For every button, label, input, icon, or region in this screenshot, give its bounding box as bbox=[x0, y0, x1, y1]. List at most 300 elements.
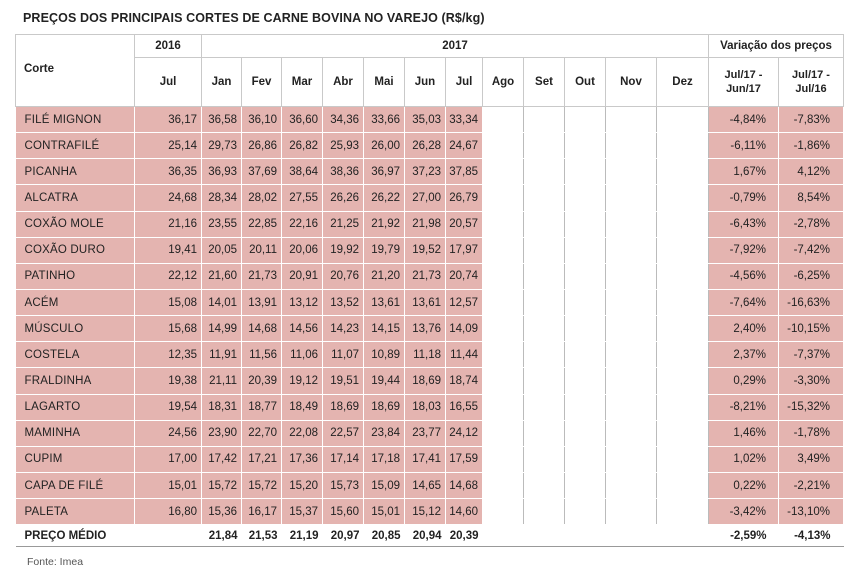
value-cell bbox=[657, 159, 709, 185]
value-cell bbox=[606, 316, 657, 342]
value-cell bbox=[524, 342, 565, 368]
value-cell bbox=[565, 342, 606, 368]
variation-cell-year: -16,63% bbox=[779, 289, 844, 315]
value-cell: 28,02 bbox=[242, 185, 282, 211]
value-cell bbox=[483, 499, 524, 525]
value-cell bbox=[565, 263, 606, 289]
value-cell: 11,91 bbox=[202, 342, 242, 368]
value-cell: 18,69 bbox=[364, 394, 405, 420]
average-value-cell: 21,19 bbox=[282, 525, 323, 547]
value-cell: 14,15 bbox=[364, 316, 405, 342]
value-cell bbox=[565, 289, 606, 315]
value-cell: 36,97 bbox=[364, 159, 405, 185]
value-cell: 20,39 bbox=[242, 368, 282, 394]
value-cell: 25,93 bbox=[323, 133, 364, 159]
header-month-mar-2017: Mar bbox=[282, 58, 323, 107]
cut-name: COSTELA bbox=[16, 342, 135, 368]
table-row bbox=[16, 472, 844, 498]
value-cell bbox=[657, 263, 709, 289]
value-cell: 18,74 bbox=[446, 368, 483, 394]
header-month-set-2017: Set bbox=[524, 58, 565, 107]
value-cell bbox=[524, 499, 565, 525]
value-cell: 15,72 bbox=[202, 472, 242, 498]
value-cell: 15,72 bbox=[242, 472, 282, 498]
value-cell bbox=[657, 237, 709, 263]
value-cell: 19,51 bbox=[323, 368, 364, 394]
value-cell bbox=[524, 446, 565, 472]
value-cell bbox=[657, 368, 709, 394]
variation-cell-year: 8,54% bbox=[779, 185, 844, 211]
value-cell: 13,61 bbox=[364, 289, 405, 315]
value-cell: 24,67 bbox=[446, 133, 483, 159]
value-cell bbox=[565, 394, 606, 420]
variation-cell-year: -7,42% bbox=[779, 237, 844, 263]
value-cell bbox=[524, 368, 565, 394]
value-cell: 18,03 bbox=[405, 394, 446, 420]
price-table-footer bbox=[16, 525, 844, 547]
variation-cell-month: -6,43% bbox=[709, 211, 779, 237]
value-cell bbox=[565, 316, 606, 342]
value-cell: 13,76 bbox=[405, 316, 446, 342]
variation-cell-year: 3,49% bbox=[779, 446, 844, 472]
value-cell: 13,61 bbox=[405, 289, 446, 315]
value-cell: 21,92 bbox=[364, 211, 405, 237]
average-value-cell: 21,53 bbox=[242, 525, 282, 547]
value-cell: 26,26 bbox=[323, 185, 364, 211]
value-cell: 21,60 bbox=[202, 263, 242, 289]
value-cell: 21,73 bbox=[242, 263, 282, 289]
average-value-cell bbox=[483, 525, 524, 547]
value-cell: 14,01 bbox=[202, 289, 242, 315]
average-value-cell: 20,94 bbox=[405, 525, 446, 547]
value-cell-jul-2016: 24,68 bbox=[135, 185, 202, 211]
value-cell bbox=[565, 499, 606, 525]
value-cell-jul-2016: 12,35 bbox=[135, 342, 202, 368]
value-cell: 14,23 bbox=[323, 316, 364, 342]
variation-cell-year: -10,15% bbox=[779, 316, 844, 342]
value-cell bbox=[524, 107, 565, 133]
variation-cell-year: -2,21% bbox=[779, 472, 844, 498]
value-cell: 13,91 bbox=[242, 289, 282, 315]
variation-cell-year: -3,30% bbox=[779, 368, 844, 394]
cut-name: CONTRAFILÉ bbox=[16, 133, 135, 159]
cut-name: PICANHA bbox=[16, 159, 135, 185]
value-cell: 16,17 bbox=[242, 499, 282, 525]
value-cell: 33,66 bbox=[364, 107, 405, 133]
value-cell: 26,00 bbox=[364, 133, 405, 159]
variation-cell-year: -7,37% bbox=[779, 342, 844, 368]
value-cell: 20,05 bbox=[202, 237, 242, 263]
value-cell: 37,23 bbox=[405, 159, 446, 185]
average-value-cell bbox=[657, 525, 709, 547]
value-cell: 19,79 bbox=[364, 237, 405, 263]
value-cell: 38,36 bbox=[323, 159, 364, 185]
variation-cell-month: 1,46% bbox=[709, 420, 779, 446]
variation-cell-month: 0,22% bbox=[709, 472, 779, 498]
value-cell: 26,28 bbox=[405, 133, 446, 159]
average-value-cell bbox=[606, 525, 657, 547]
value-cell: 11,44 bbox=[446, 342, 483, 368]
value-cell bbox=[657, 472, 709, 498]
value-cell: 20,76 bbox=[323, 263, 364, 289]
table-row bbox=[16, 420, 844, 446]
value-cell: 26,22 bbox=[364, 185, 405, 211]
table-row bbox=[16, 133, 844, 159]
variation-cell-month: -7,92% bbox=[709, 237, 779, 263]
average-label: PREÇO MÉDIO bbox=[16, 525, 135, 547]
table-row bbox=[16, 185, 844, 211]
value-cell bbox=[565, 133, 606, 159]
average-value-cell: 21,84 bbox=[202, 525, 242, 547]
variation-cell-year: -13,10% bbox=[779, 499, 844, 525]
value-cell: 17,21 bbox=[242, 446, 282, 472]
value-cell bbox=[524, 133, 565, 159]
cut-name: COXÃO MOLE bbox=[16, 211, 135, 237]
value-cell bbox=[524, 159, 565, 185]
header-year-2016: 2016 bbox=[135, 35, 202, 58]
value-cell: 17,18 bbox=[364, 446, 405, 472]
value-cell: 18,49 bbox=[282, 394, 323, 420]
value-cell: 36,58 bbox=[202, 107, 242, 133]
header-month-jul-2016: Jul bbox=[135, 58, 202, 107]
value-cell bbox=[657, 499, 709, 525]
value-cell: 17,36 bbox=[282, 446, 323, 472]
cut-name: CAPA DE FILÉ bbox=[16, 472, 135, 498]
value-cell: 19,92 bbox=[323, 237, 364, 263]
table-title: PREÇOS DOS PRINCIPAIS CORTES DE CARNE BOVINA NO VAREJO (R$/kg) bbox=[23, 11, 485, 25]
value-cell: 36,10 bbox=[242, 107, 282, 133]
value-cell bbox=[606, 472, 657, 498]
value-cell: 11,56 bbox=[242, 342, 282, 368]
value-cell bbox=[565, 237, 606, 263]
table-row bbox=[16, 316, 844, 342]
header-month-jun-2017: Jun bbox=[405, 58, 446, 107]
cut-name: FRALDINHA bbox=[16, 368, 135, 394]
average-variation-month: -2,59% bbox=[709, 525, 779, 547]
value-cell bbox=[565, 446, 606, 472]
average-price-row bbox=[16, 525, 844, 547]
value-cell bbox=[524, 316, 565, 342]
value-cell bbox=[606, 185, 657, 211]
value-cell: 10,89 bbox=[364, 342, 405, 368]
average-value-cell: 20,39 bbox=[446, 525, 483, 547]
source-note: Fonte: Imea bbox=[27, 556, 84, 568]
header-variation-col-2: Jul/17 - Jul/16 bbox=[779, 58, 844, 107]
value-cell: 18,69 bbox=[405, 368, 446, 394]
header-variation-col-1: Jul/17 - Jun/17 bbox=[709, 58, 779, 107]
cut-name: CUPIM bbox=[16, 446, 135, 472]
value-cell: 22,57 bbox=[323, 420, 364, 446]
variation-cell-month: 2,37% bbox=[709, 342, 779, 368]
value-cell-jul-2016: 16,80 bbox=[135, 499, 202, 525]
header-variation: Variação dos preços bbox=[709, 35, 844, 58]
value-cell: 14,68 bbox=[446, 472, 483, 498]
value-cell-jul-2016: 36,17 bbox=[135, 107, 202, 133]
cut-name: MAMINHA bbox=[16, 420, 135, 446]
header-corte: Corte bbox=[16, 35, 135, 107]
header-month-fev-2017: Fev bbox=[242, 58, 282, 107]
variation-cell-month: -4,84% bbox=[709, 107, 779, 133]
cut-name: ACÉM bbox=[16, 289, 135, 315]
value-cell bbox=[606, 107, 657, 133]
average-value-cell: 20,85 bbox=[364, 525, 405, 547]
value-cell: 14,68 bbox=[242, 316, 282, 342]
header-month-jan-2017: Jan bbox=[202, 58, 242, 107]
value-cell: 15,20 bbox=[282, 472, 323, 498]
value-cell bbox=[565, 420, 606, 446]
value-cell: 11,06 bbox=[282, 342, 323, 368]
value-cell: 26,79 bbox=[446, 185, 483, 211]
average-value-cell bbox=[565, 525, 606, 547]
variation-cell-year: 4,12% bbox=[779, 159, 844, 185]
value-cell bbox=[606, 420, 657, 446]
value-cell bbox=[657, 211, 709, 237]
header-year-2017: 2017 bbox=[202, 35, 709, 58]
value-cell bbox=[606, 211, 657, 237]
value-cell-jul-2016: 15,01 bbox=[135, 472, 202, 498]
value-cell: 24,12 bbox=[446, 420, 483, 446]
value-cell bbox=[483, 342, 524, 368]
value-cell: 23,84 bbox=[364, 420, 405, 446]
value-cell bbox=[657, 420, 709, 446]
variation-cell-month: 2,40% bbox=[709, 316, 779, 342]
header-month-ago-2017: Ago bbox=[483, 58, 524, 107]
cut-name: PALETA bbox=[16, 499, 135, 525]
average-variation-year: -4,13% bbox=[779, 525, 844, 547]
table-row bbox=[16, 237, 844, 263]
value-cell: 11,18 bbox=[405, 342, 446, 368]
value-cell: 22,85 bbox=[242, 211, 282, 237]
value-cell: 20,11 bbox=[242, 237, 282, 263]
table-row bbox=[16, 394, 844, 420]
header-month-out-2017: Out bbox=[565, 58, 606, 107]
variation-cell-year: -2,78% bbox=[779, 211, 844, 237]
value-cell: 16,55 bbox=[446, 394, 483, 420]
variation-cell-month: -6,11% bbox=[709, 133, 779, 159]
value-cell: 15,37 bbox=[282, 499, 323, 525]
value-cell: 23,77 bbox=[405, 420, 446, 446]
value-cell: 28,34 bbox=[202, 185, 242, 211]
value-cell: 38,64 bbox=[282, 159, 323, 185]
header-month-abr-2017: Abr bbox=[323, 58, 364, 107]
value-cell: 35,03 bbox=[405, 107, 446, 133]
value-cell bbox=[606, 237, 657, 263]
value-cell bbox=[483, 237, 524, 263]
variation-cell-month: -7,64% bbox=[709, 289, 779, 315]
value-cell bbox=[524, 289, 565, 315]
value-cell: 21,25 bbox=[323, 211, 364, 237]
value-cell: 15,09 bbox=[364, 472, 405, 498]
value-cell: 19,12 bbox=[282, 368, 323, 394]
value-cell: 17,14 bbox=[323, 446, 364, 472]
value-cell: 15,73 bbox=[323, 472, 364, 498]
value-cell: 20,06 bbox=[282, 237, 323, 263]
average-value-cell: 20,97 bbox=[323, 525, 364, 547]
value-cell bbox=[483, 289, 524, 315]
value-cell bbox=[483, 133, 524, 159]
value-cell: 26,82 bbox=[282, 133, 323, 159]
value-cell: 29,73 bbox=[202, 133, 242, 159]
variation-cell-month: -4,56% bbox=[709, 263, 779, 289]
value-cell bbox=[483, 185, 524, 211]
value-cell bbox=[524, 263, 565, 289]
price-table-body bbox=[16, 107, 844, 525]
cut-name: MÚSCULO bbox=[16, 316, 135, 342]
table-row bbox=[16, 446, 844, 472]
value-cell bbox=[657, 185, 709, 211]
value-cell: 36,93 bbox=[202, 159, 242, 185]
value-cell: 23,55 bbox=[202, 211, 242, 237]
value-cell: 13,52 bbox=[323, 289, 364, 315]
value-cell-jul-2016: 19,54 bbox=[135, 394, 202, 420]
value-cell bbox=[565, 368, 606, 394]
table-row bbox=[16, 289, 844, 315]
value-cell bbox=[606, 368, 657, 394]
value-cell-jul-2016: 25,14 bbox=[135, 133, 202, 159]
value-cell-jul-2016: 24,56 bbox=[135, 420, 202, 446]
value-cell bbox=[565, 185, 606, 211]
variation-cell-month: -0,79% bbox=[709, 185, 779, 211]
table-row bbox=[16, 368, 844, 394]
cut-name: ALCATRA bbox=[16, 185, 135, 211]
table-row bbox=[16, 211, 844, 237]
value-cell: 17,97 bbox=[446, 237, 483, 263]
value-cell bbox=[483, 316, 524, 342]
value-cell bbox=[606, 499, 657, 525]
value-cell bbox=[657, 394, 709, 420]
value-cell-jul-2016: 15,08 bbox=[135, 289, 202, 315]
average-value-cell bbox=[524, 525, 565, 547]
value-cell bbox=[657, 107, 709, 133]
variation-cell-month: 1,67% bbox=[709, 159, 779, 185]
value-cell bbox=[483, 394, 524, 420]
variation-cell-month: -3,42% bbox=[709, 499, 779, 525]
value-cell bbox=[657, 289, 709, 315]
value-cell bbox=[657, 133, 709, 159]
value-cell bbox=[606, 263, 657, 289]
value-cell-jul-2016: 15,68 bbox=[135, 316, 202, 342]
value-cell: 20,74 bbox=[446, 263, 483, 289]
value-cell bbox=[524, 211, 565, 237]
table-row bbox=[16, 342, 844, 368]
value-cell: 19,52 bbox=[405, 237, 446, 263]
value-cell: 14,65 bbox=[405, 472, 446, 498]
value-cell: 37,69 bbox=[242, 159, 282, 185]
value-cell: 18,69 bbox=[323, 394, 364, 420]
value-cell bbox=[524, 394, 565, 420]
value-cell: 17,59 bbox=[446, 446, 483, 472]
price-table bbox=[15, 34, 844, 547]
value-cell: 27,00 bbox=[405, 185, 446, 211]
value-cell: 34,36 bbox=[323, 107, 364, 133]
table-row bbox=[16, 107, 844, 133]
value-cell bbox=[606, 342, 657, 368]
value-cell bbox=[483, 263, 524, 289]
variation-cell-year: -7,83% bbox=[779, 107, 844, 133]
value-cell-jul-2016: 17,00 bbox=[135, 446, 202, 472]
variation-cell-year: -6,25% bbox=[779, 263, 844, 289]
value-cell: 21,73 bbox=[405, 263, 446, 289]
value-cell: 37,85 bbox=[446, 159, 483, 185]
price-table-container bbox=[15, 34, 844, 547]
value-cell: 18,77 bbox=[242, 394, 282, 420]
value-cell: 22,08 bbox=[282, 420, 323, 446]
header-month-nov-2017: Nov bbox=[606, 58, 657, 107]
value-cell: 19,44 bbox=[364, 368, 405, 394]
value-cell bbox=[524, 420, 565, 446]
value-cell-jul-2016: 21,16 bbox=[135, 211, 202, 237]
variation-cell-month: 1,02% bbox=[709, 446, 779, 472]
value-cell: 17,41 bbox=[405, 446, 446, 472]
variation-cell-year: -1,78% bbox=[779, 420, 844, 446]
value-cell: 15,60 bbox=[323, 499, 364, 525]
value-cell: 20,91 bbox=[282, 263, 323, 289]
value-cell bbox=[483, 159, 524, 185]
value-cell bbox=[483, 107, 524, 133]
value-cell: 21,20 bbox=[364, 263, 405, 289]
value-cell: 15,36 bbox=[202, 499, 242, 525]
value-cell: 14,99 bbox=[202, 316, 242, 342]
header-month-mai-2017: Mai bbox=[364, 58, 405, 107]
value-cell bbox=[483, 446, 524, 472]
value-cell: 14,60 bbox=[446, 499, 483, 525]
variation-cell-year: -1,86% bbox=[779, 133, 844, 159]
cut-name: FILÉ MIGNON bbox=[16, 107, 135, 133]
value-cell bbox=[565, 159, 606, 185]
value-cell: 22,16 bbox=[282, 211, 323, 237]
cut-name: COXÃO DURO bbox=[16, 237, 135, 263]
value-cell bbox=[606, 159, 657, 185]
value-cell: 13,12 bbox=[282, 289, 323, 315]
table-row bbox=[16, 499, 844, 525]
average-cell-jul-2016 bbox=[135, 525, 202, 547]
value-cell bbox=[524, 472, 565, 498]
cut-name: LAGARTO bbox=[16, 394, 135, 420]
value-cell bbox=[606, 289, 657, 315]
value-cell-jul-2016: 19,41 bbox=[135, 237, 202, 263]
value-cell: 12,57 bbox=[446, 289, 483, 315]
cut-name: PATINHO bbox=[16, 263, 135, 289]
value-cell: 14,56 bbox=[282, 316, 323, 342]
value-cell: 17,42 bbox=[202, 446, 242, 472]
variation-cell-month: -8,21% bbox=[709, 394, 779, 420]
value-cell-jul-2016: 19,38 bbox=[135, 368, 202, 394]
variation-cell-year: -15,32% bbox=[779, 394, 844, 420]
value-cell bbox=[524, 237, 565, 263]
header-months-row bbox=[16, 58, 844, 107]
value-cell bbox=[657, 342, 709, 368]
value-cell bbox=[524, 185, 565, 211]
table-row bbox=[16, 159, 844, 185]
variation-cell-month: 0,29% bbox=[709, 368, 779, 394]
value-cell: 27,55 bbox=[282, 185, 323, 211]
value-cell: 26,86 bbox=[242, 133, 282, 159]
value-cell-jul-2016: 22,12 bbox=[135, 263, 202, 289]
value-cell bbox=[483, 472, 524, 498]
value-cell-jul-2016: 36,35 bbox=[135, 159, 202, 185]
value-cell bbox=[657, 316, 709, 342]
value-cell: 18,31 bbox=[202, 394, 242, 420]
header-month-jul-2017: Jul bbox=[446, 58, 483, 107]
value-cell bbox=[606, 133, 657, 159]
value-cell bbox=[565, 211, 606, 237]
value-cell bbox=[483, 211, 524, 237]
header-month-dez-2017: Dez bbox=[657, 58, 709, 107]
value-cell: 36,60 bbox=[282, 107, 323, 133]
value-cell bbox=[606, 394, 657, 420]
value-cell: 23,90 bbox=[202, 420, 242, 446]
value-cell bbox=[565, 472, 606, 498]
